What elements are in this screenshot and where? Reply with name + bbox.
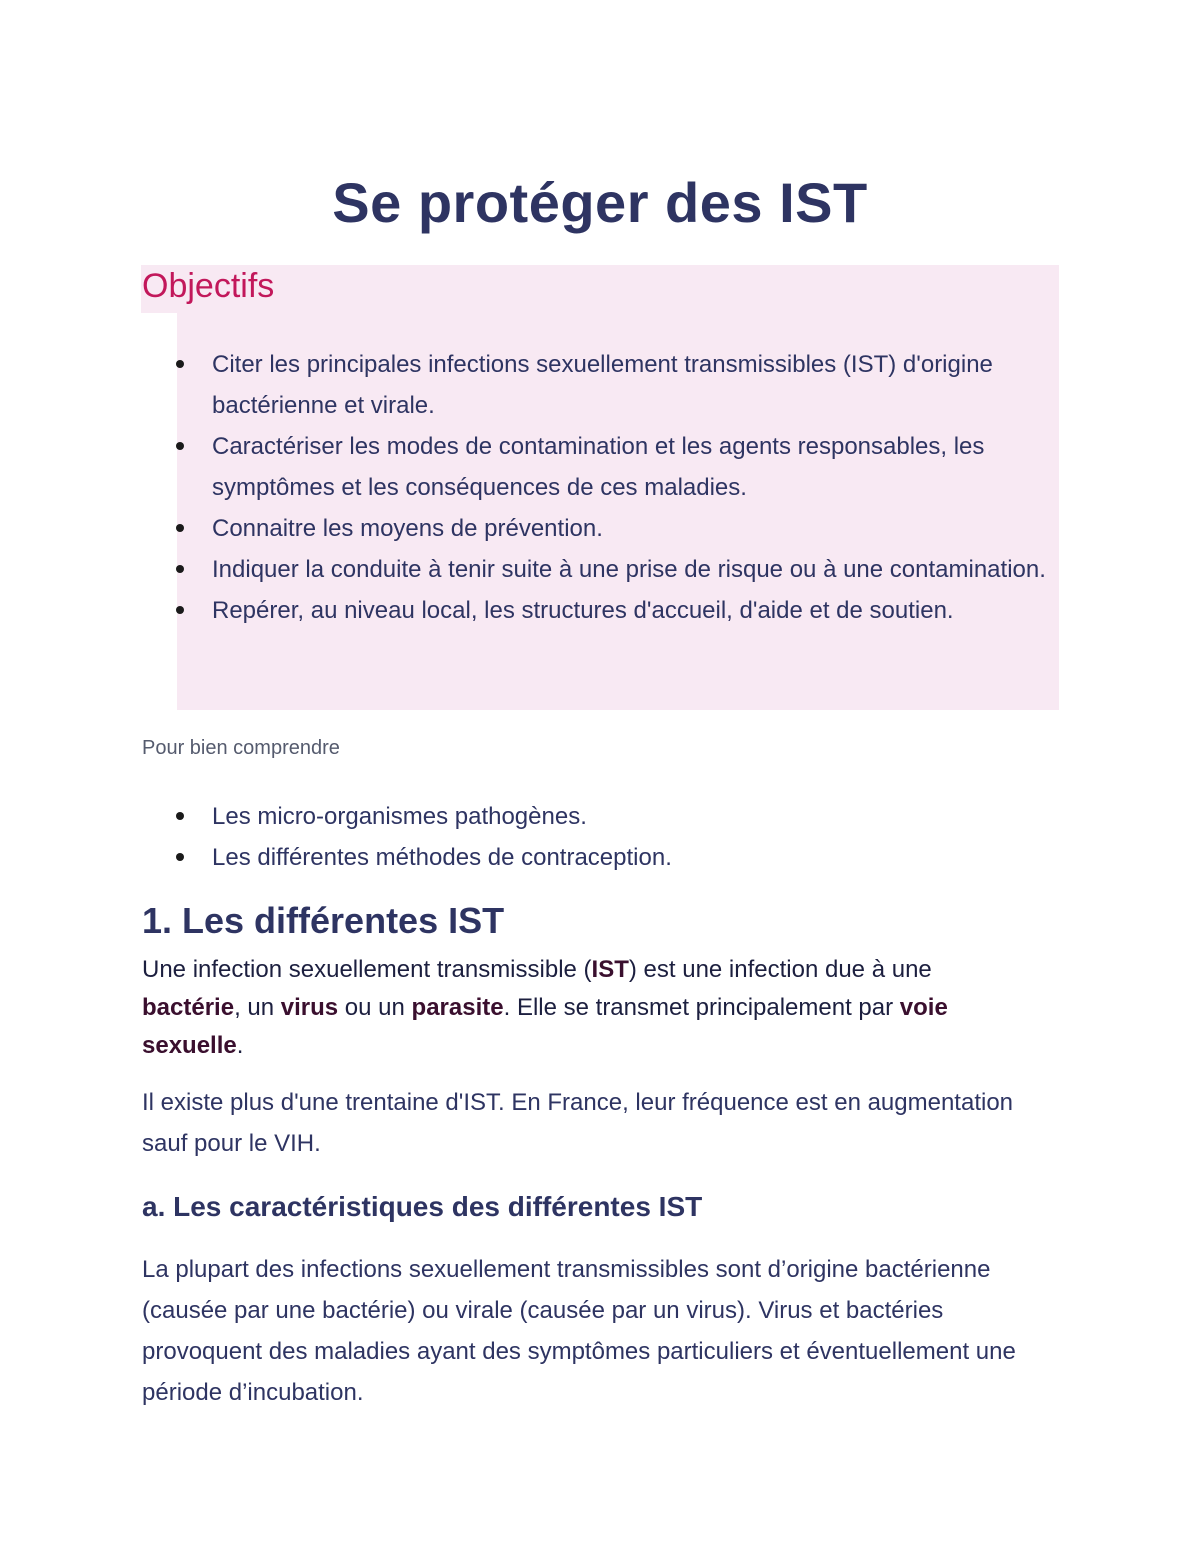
objectives-heading-background [141,265,1059,313]
definition-paragraph [142,951,1002,1065]
definition-term: virus [280,994,339,1021]
prerequisites-label: Pour bien comprendre [142,737,340,759]
definition-text: Une infection sexuellement transmissible ( [142,956,592,983]
objectives-heading: Objectifs [142,267,275,305]
prerequisite-text: Les différentes méthodes de contraception. [212,844,672,871]
objectives-list [176,344,1056,631]
list-item [176,426,1056,508]
definition-text: ) est une infection due à une [628,956,932,983]
bullet-icon [176,606,184,614]
list-item [176,590,1056,631]
list-item [176,796,1056,837]
objective-text: Connaitre les moyens de prévention. [212,515,603,542]
bullet-icon [176,524,184,532]
subsection-heading: a. Les caractéristiques des différentes IST [142,1191,703,1222]
definition-text: , un [234,994,281,1021]
objective-text: Citer les principales infections sexuellement transmissibles (IST) d'origine bactérienne et virale. [212,351,993,419]
page-title: Se protéger des IST [332,171,868,234]
definition-term: bactérie [142,994,235,1021]
list-item [176,837,1056,878]
bullet-icon [176,853,184,861]
section-heading: 1. Les différentes IST [142,900,505,941]
bullet-icon [176,360,184,368]
definition-term: voie sexuelle [142,994,948,1059]
bullet-icon [176,812,184,820]
definition-text: ou un [338,994,412,1021]
objective-text: Caractériser les modes de contamination et les agents responsables, les symptômes et les conséquences de ces maladies. [212,433,985,501]
bullet-icon [176,442,184,450]
definition-term: parasite [411,994,504,1021]
definition-text: . Elle se transmet principalement par [503,994,900,1021]
bullet-icon [176,565,184,573]
prerequisites-list [176,796,1056,878]
definition-term: IST [591,956,629,983]
list-item [176,549,1056,590]
section-paragraph: Il existe plus d'une trentaine d'IST. En France, leur fréquence est en augmentation sauf pour le VIH. [142,1089,1014,1157]
objective-text: Indiquer la conduite à tenir suite à une prise de risque ou à une contamination. [212,556,1046,583]
list-item [176,344,1056,426]
subsection-paragraph: La plupart des infections sexuellement transmissibles sont d’origine bactérienne (causée par une bactérie) ou virale (causée par un virus). Virus et bactéries provoquent des maladies ayant des symptômes particuliers et éventuellement une période d’incubation. [142,1256,1016,1406]
objective-text: Repérer, au niveau local, les structures d'accueil, d'aide et de soutien. [212,597,954,624]
list-item [176,508,1056,549]
prerequisite-text: Les micro-organismes pathogènes. [212,803,587,830]
definition-text: . [236,1032,244,1059]
